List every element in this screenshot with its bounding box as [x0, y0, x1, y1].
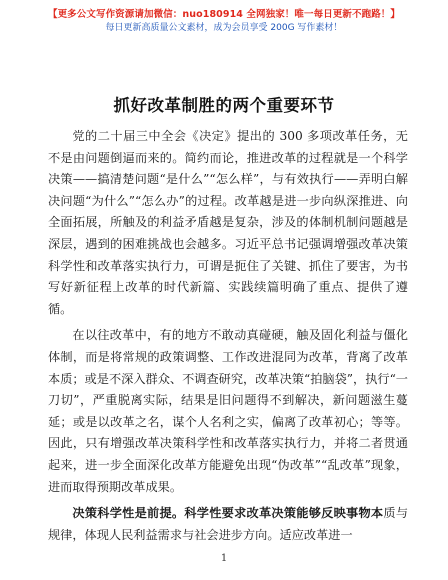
paragraph-3 [48, 503, 408, 546]
promo-line-2: 每日更新高质量公文素材，成为会员享受 200G 写作素材！ [105, 23, 343, 33]
document-body [48, 126, 408, 546]
paragraph-2-text: 在以往改革中，有的地方不敢动真碰硬，触及固化利益与僵化体制，而是将常规的政策调整、工作改进混同为改革，背离了改革本质；或是不深入群众、不调查研究，改革决策“拍脑袋”，执行“一刀切”，严重脱离实际，结果是旧问题得不到解决，新问题滋生蔓延；或是以改革之名，谋个人名利之实，偏离了改革初心；等等。因此，只有增强改革决策科学性和改革落实执行力，并将二者贯通起来，进一步全面深化改革方能避免出现“伪改革”“乱改革”现象，进而取得预期改革成果。 [48, 328, 408, 494]
paragraph-2 [48, 325, 408, 498]
paragraph-1 [48, 126, 408, 320]
document-title: 抓好改革制胜的两个重要环节 [113, 96, 335, 115]
promo-banner [0, 8, 448, 35]
page-number: 1 [220, 553, 228, 564]
promo-line-1: 【更多公文写作资源请加微信：nuo180914 全网独家！唯一每日更新不跑路！】 [47, 9, 401, 20]
paragraph-1-text: 党的二十届三中全会《决定》提出的 300 多项改革任务，无不是由问题倒逼而来的。简约而论，推进改革的过程就是一个科学决策——搞清楚问题“是什么”“怎么样”，与有效执行——弄明白解决问题“为什么”“怎么办”的过程。改革越是进一步向纵深推进、向全面拓展，所触及的利益矛盾越是复杂，涉及的体制机制问题越是深层，遇到的困难挑战也会越多。习近平总书记强调增强改革决策科学性和改革落实执行力，可谓是扼住了关键、抓住了要害，为书写好新征程上改革的时代新篇、实践续篇明确了重点、提供了遵循。 [48, 129, 408, 316]
paragraph-3-text [48, 503, 408, 546]
paragraph-3-lead: 决策科学性是前提。科学性要求改革决策能够反映事物本 [72, 506, 384, 521]
paragraph-3-rest: 质与规律，体现人民利益需求与社会进步方向。适应改革进一 [48, 506, 409, 542]
